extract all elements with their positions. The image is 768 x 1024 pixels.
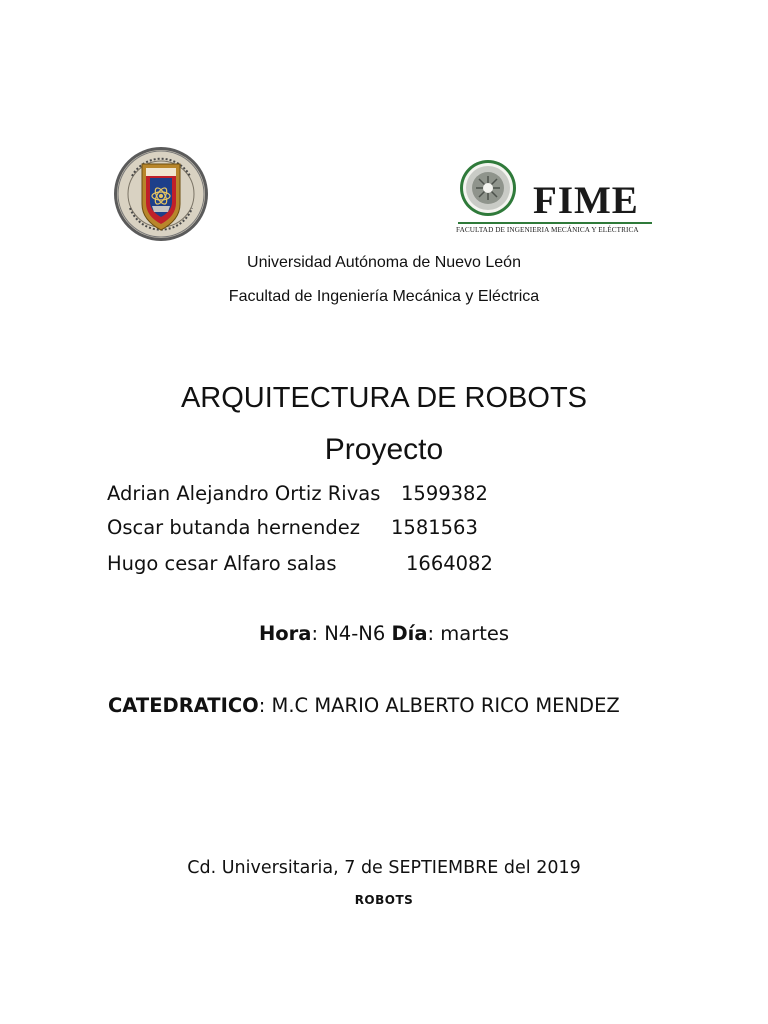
document-title: ARQUITECTURA DE ROBOTS [180, 382, 588, 414]
dia-label: Día [391, 622, 428, 645]
fime-tagline: FACULTAD DE INGENIERIA MECÁNICA Y ELÉCTRICA [456, 226, 639, 234]
student-id: 1599382 [401, 482, 488, 505]
student-name: Oscar butanda hernendez [107, 516, 360, 539]
student-name: Hugo cesar Alfaro salas [107, 552, 337, 575]
schedule-line [0, 622, 768, 645]
footer-tag: ROBOTS [354, 893, 414, 907]
teacher-name: : M.C MARIO ALBERTO RICO MENDEZ [258, 694, 620, 717]
student-name: Adrian Alejandro Ortiz Rivas [107, 482, 381, 505]
student-id: 1581563 [391, 516, 478, 539]
university-name: Universidad Autónoma de Nuevo León [247, 254, 521, 271]
student-id: 1664082 [406, 552, 493, 575]
teacher-label: CATEDRATICO [108, 694, 259, 717]
place-date: Cd. Universitaria, 7 de SEPTIEMBRE del 2019 [187, 858, 581, 878]
document-subtitle: Proyecto [324, 433, 444, 466]
uanl-seal-icon [112, 146, 210, 242]
dia-value: : martes [427, 622, 510, 645]
fime-wordmark: FIME [533, 179, 639, 222]
teacher-line [108, 694, 620, 717]
faculty-name: Facultad de Ingeniería Mecánica y Eléctrica [228, 288, 540, 305]
hora-label: Hora [258, 622, 312, 645]
hora-value: : N4-N6 [311, 622, 392, 645]
